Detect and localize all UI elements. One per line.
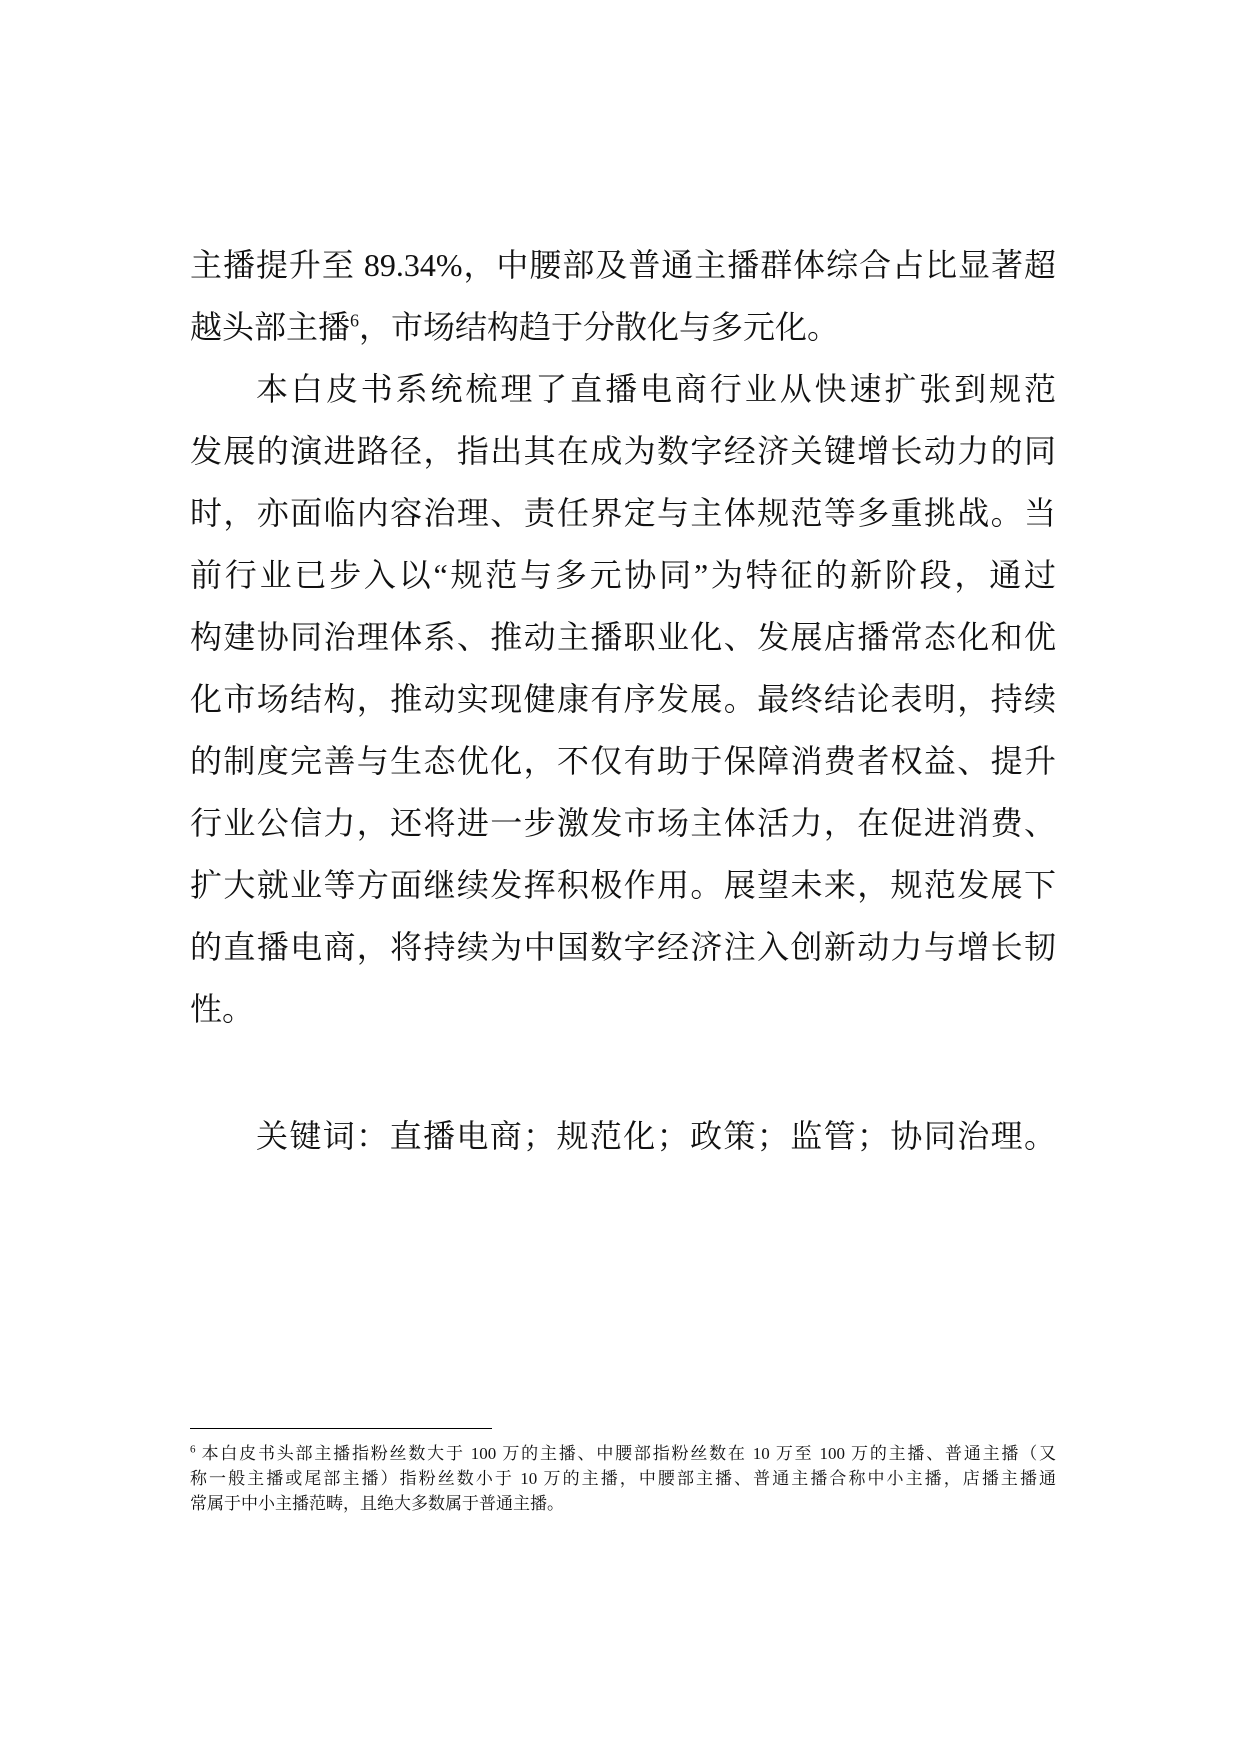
body-line: 主播提升至 89.34%，中腰部及普通主播群体综合占比显著超	[190, 247, 1056, 283]
body-line: 化市场结构，推动实现健康有序发展。最终结论表明，持续	[190, 681, 1056, 717]
footnote-line: 称一般主播或尾部主播）指粉丝数小于 10 万的主播，中腰部主播、普通主播合称中小主播，店播主播通	[190, 1469, 1056, 1488]
footnote-number: 6	[190, 1443, 196, 1456]
body-line: 时，亦面临内容治理、责任界定与主体规范等多重挑战。当	[190, 495, 1056, 531]
footnote-text: 本白皮书头部主播指粉丝数大于 100 万的主播、中腰部指粉丝数在 10 万至 100 万的主播、普通主播（又	[201, 1444, 1057, 1463]
body-line: 前行业已步入以“规范与多元协同”为特征的新阶段，通过	[190, 557, 1056, 593]
paragraph-first-line: 本白皮书系统梳理了直播电商行业从快速扩张到规范	[256, 371, 1056, 407]
footnote-reference[interactable]: 6	[350, 310, 360, 331]
footnote-separator	[190, 1428, 492, 1429]
body-line: 发展的演进路径，指出其在成为数字经济关键增长动力的同	[190, 433, 1056, 469]
footnote-line	[190, 1442, 1056, 1466]
footnote-line: 常属于中小主播范畴，且绝大多数属于普通主播。	[190, 1494, 564, 1513]
body-line: 扩大就业等方面继续发挥积极作用。展望未来，规范发展下	[190, 867, 1056, 903]
body-text: ，市场结构趋于分散化与多元化。	[359, 309, 840, 345]
body-line	[190, 307, 1056, 347]
body-line: 性。	[190, 991, 255, 1027]
body-line: 的制度完善与生态优化，不仅有助于保障消费者权益、提升	[190, 743, 1056, 779]
body-text: 越头部主播	[190, 309, 351, 345]
body-line: 行业公信力，还将进一步激发市场主体活力，在促进消费、	[190, 805, 1056, 841]
keywords: 关键词：直播电商；规范化；政策；监管；协同治理。	[256, 1118, 1056, 1154]
body-line: 构建协同治理体系、推动主播职业化、发展店播常态化和优	[190, 619, 1056, 655]
body-line: 的直播电商，将持续为中国数字经济注入创新动力与增长韧	[190, 929, 1056, 965]
